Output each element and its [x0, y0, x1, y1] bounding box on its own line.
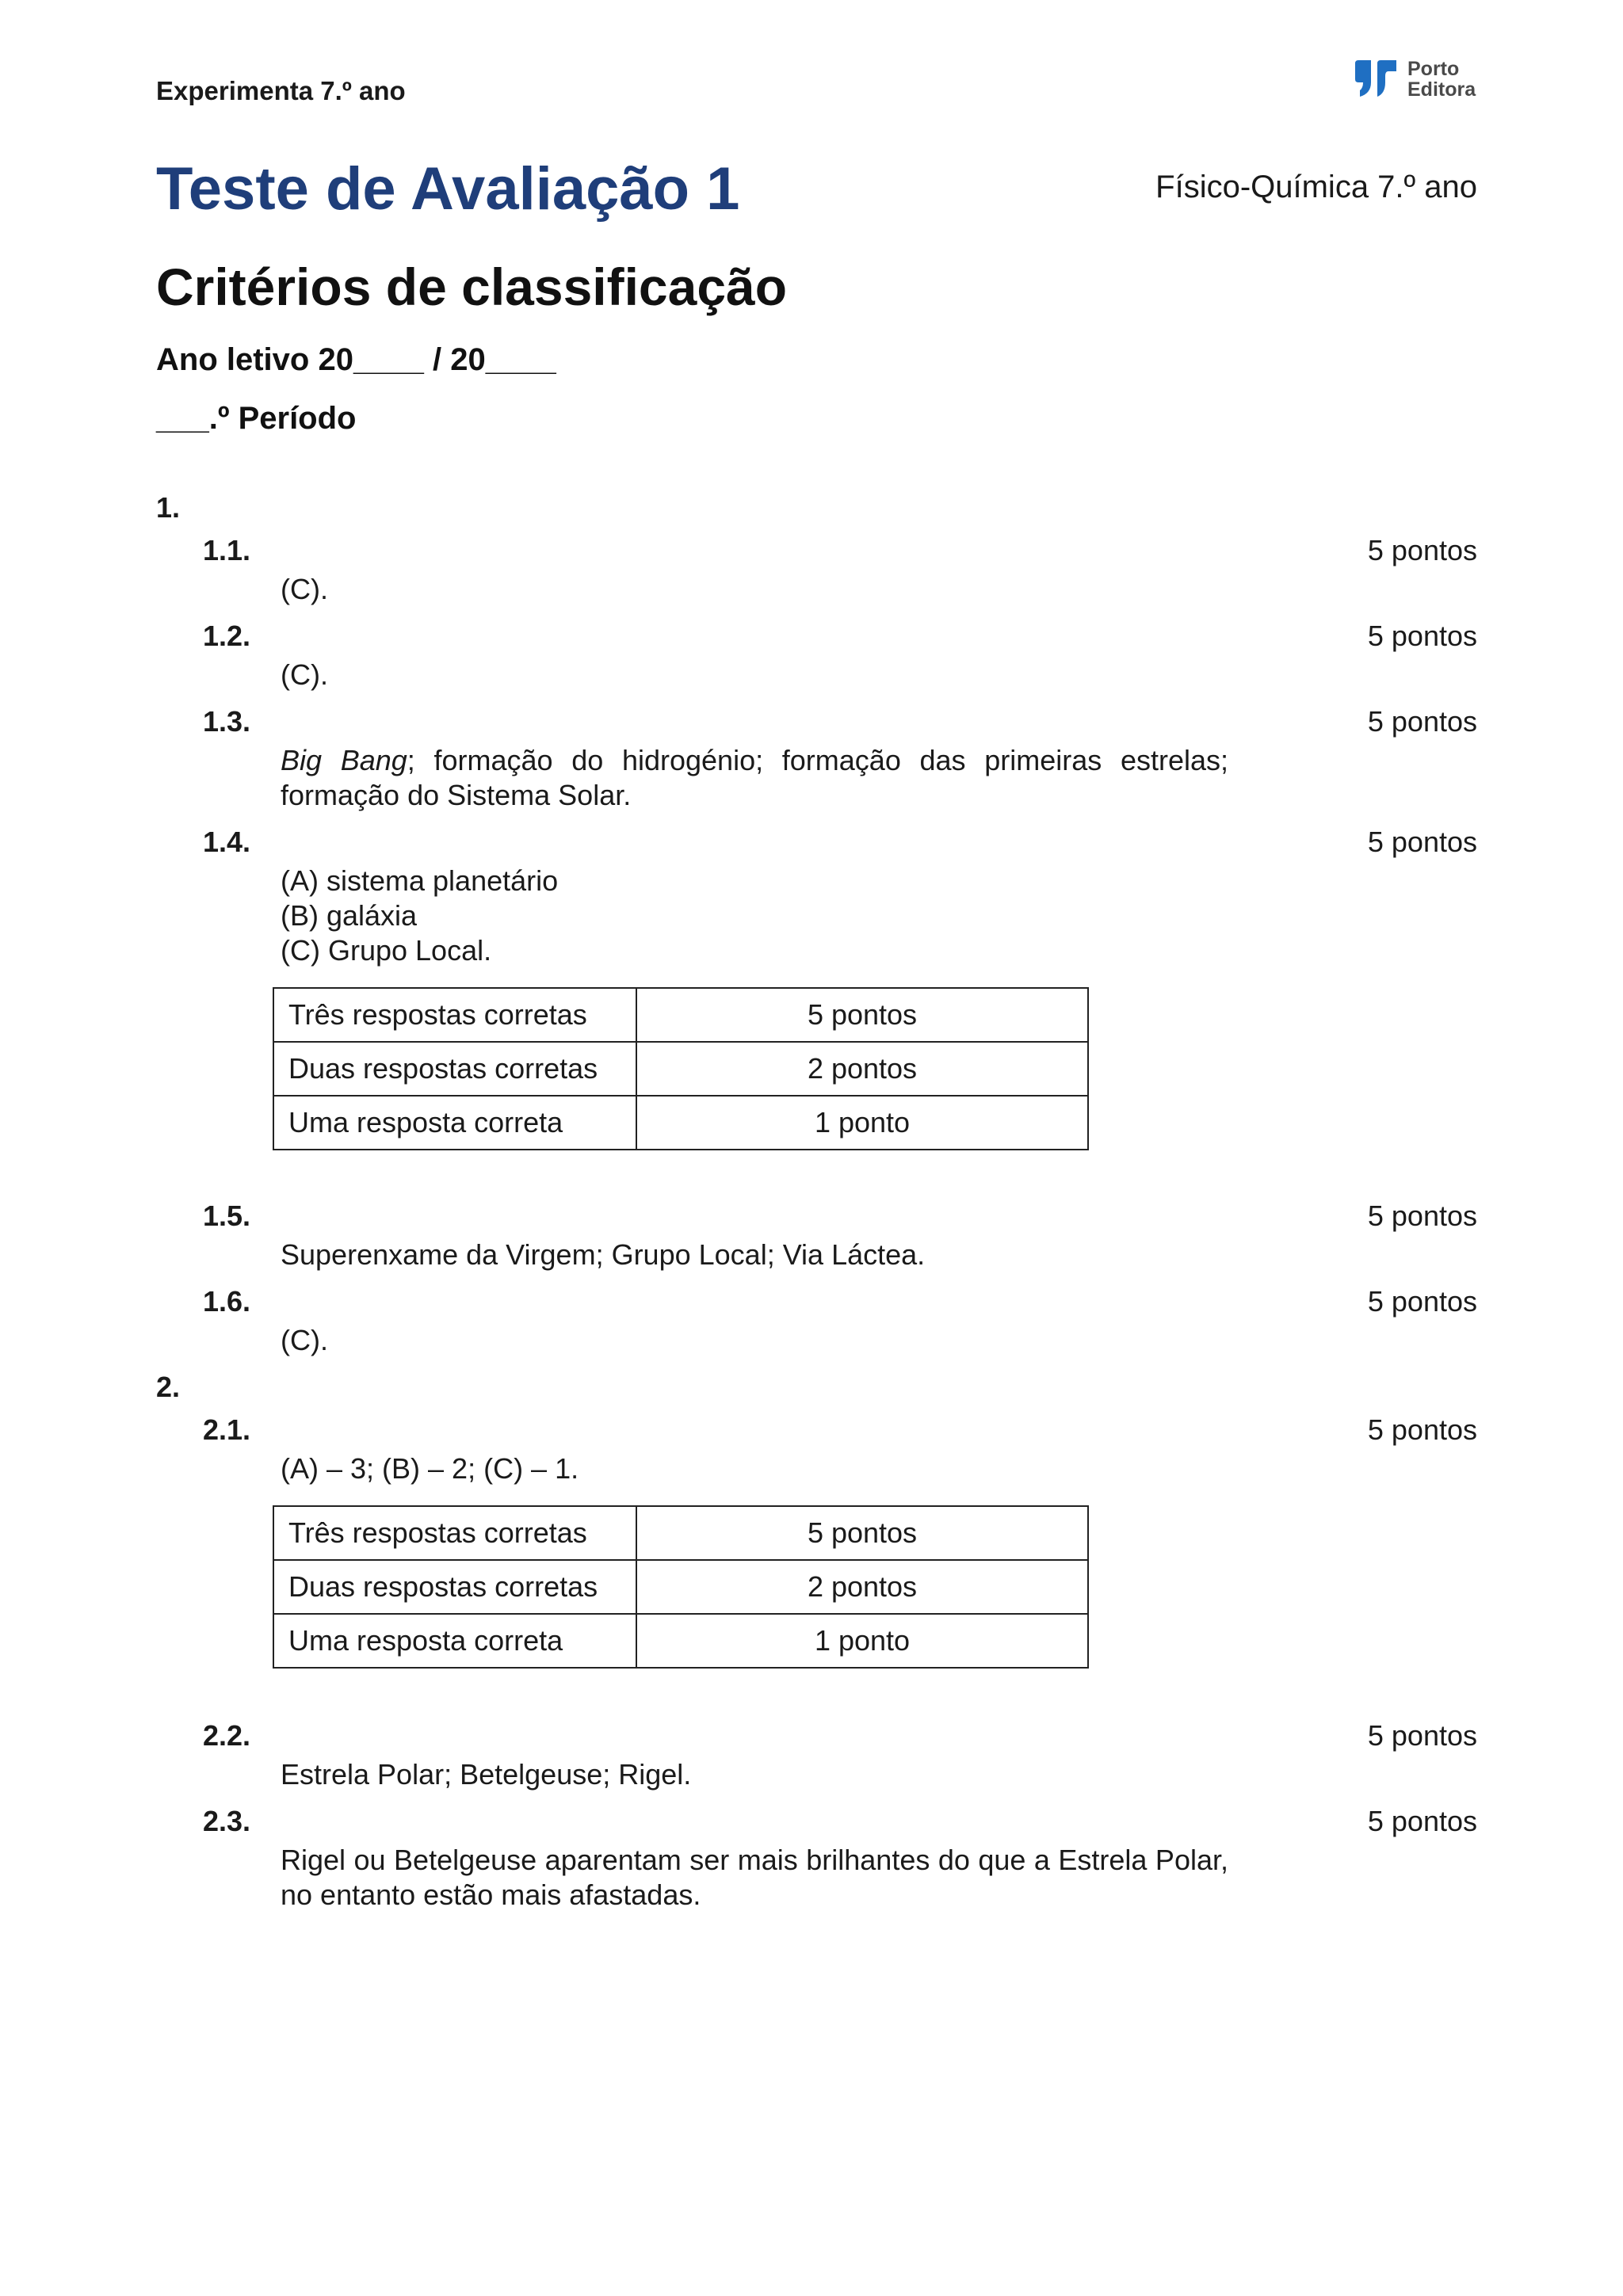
question-2-2-number: 2.2. — [203, 1719, 251, 1752]
table-row — [273, 1560, 1088, 1614]
question-2-3-number: 2.3. — [203, 1805, 251, 1837]
question-1-2-answer: (C). — [281, 658, 328, 691]
logo-line-2: Editora — [1407, 78, 1476, 101]
table-cell-criterion: Três respostas corretas — [273, 1506, 636, 1560]
table-cell-score: 1 ponto — [636, 1614, 1088, 1668]
test-title: Teste de Avaliação 1 — [156, 155, 740, 223]
question-2-1-answer: (A) – 3; (B) – 2; (C) – 1. — [281, 1452, 579, 1485]
question-1-5-answer: Superenxame da Virgem; Grupo Local; Via Láctea. — [281, 1238, 926, 1271]
question-1-5-points: 5 pontos — [1367, 1199, 1477, 1232]
table-cell-score: 2 pontos — [636, 1560, 1088, 1614]
criteria-heading: Critérios de classificação — [156, 257, 788, 316]
scoring-table-1 — [273, 987, 1089, 1150]
question-1-2-number: 1.2. — [203, 620, 251, 652]
question-2-1-points: 5 pontos — [1367, 1413, 1477, 1446]
table-cell-score: 2 pontos — [636, 1042, 1088, 1096]
scoring-table-2 — [273, 1505, 1089, 1669]
question-1-3-number: 1.3. — [203, 705, 251, 738]
question-1-1-answer: (C). — [281, 573, 328, 605]
question-2-3-points: 5 pontos — [1367, 1805, 1477, 1837]
question-1-3-answer-text: ; formação do hidrogénio; formação das primeiras estrelas; formação do Sistema Solar. — [281, 744, 1229, 811]
answer-line: (A) sistema planetário — [281, 864, 559, 897]
question-2-3-answer: Rigel ou Betelgeuse aparentam ser mais brilhantes do que a Estrela Polar, no entanto estão mais afastadas. — [281, 1844, 1228, 1911]
subject-label: Físico-Química 7.º ano — [1155, 170, 1477, 204]
question-1-3-answer — [281, 743, 1228, 813]
publisher-logo — [1352, 59, 1479, 103]
logo-wordmark — [1407, 59, 1476, 100]
question-2-2-answer: Estrela Polar; Betelgeuse; Rigel. — [281, 1758, 692, 1791]
answer-line: (B) galáxia — [281, 899, 418, 932]
porto-editora-logo-icon — [1352, 59, 1401, 100]
table-cell-score: 5 pontos — [636, 988, 1088, 1042]
answer-line: (C) Grupo Local. — [281, 934, 492, 967]
question-1-4-answer — [281, 864, 1228, 968]
table-row — [273, 1096, 1088, 1150]
period-label: ___.º Período — [156, 401, 357, 436]
question-1-3-points: 5 pontos — [1367, 705, 1477, 738]
section-1-number: 1. — [156, 491, 181, 524]
table-row — [273, 1506, 1088, 1560]
table-cell-criterion: Duas respostas corretas — [273, 1042, 636, 1096]
big-bang-term: Big Bang — [281, 744, 407, 776]
school-year: Ano letivo 20____ / 20____ — [156, 342, 556, 377]
table-row — [273, 988, 1088, 1042]
course-header: Experimenta 7.º ano — [156, 76, 406, 105]
table-cell-score: 5 pontos — [636, 1506, 1088, 1560]
table-row — [273, 1042, 1088, 1096]
question-1-2-points: 5 pontos — [1367, 620, 1477, 652]
question-2-2-points: 5 pontos — [1367, 1719, 1477, 1752]
question-1-1-points: 5 pontos — [1367, 534, 1477, 566]
question-1-5-number: 1.5. — [203, 1199, 251, 1232]
table-row — [273, 1614, 1088, 1668]
table-cell-criterion: Duas respostas corretas — [273, 1560, 636, 1614]
question-2-1-number: 2.1. — [203, 1413, 251, 1446]
logo-line-1: Porto — [1407, 58, 1460, 80]
table-cell-criterion: Três respostas corretas — [273, 988, 636, 1042]
table-cell-criterion: Uma resposta correta — [273, 1096, 636, 1150]
section-2-number: 2. — [156, 1371, 181, 1403]
question-1-6-answer: (C). — [281, 1324, 328, 1356]
question-1-6-number: 1.6. — [203, 1285, 251, 1318]
question-1-6-points: 5 pontos — [1367, 1285, 1477, 1318]
question-1-1-number: 1.1. — [203, 534, 251, 566]
table-cell-criterion: Uma resposta correta — [273, 1614, 636, 1668]
table-cell-score: 1 ponto — [636, 1096, 1088, 1150]
question-1-4-number: 1.4. — [203, 826, 251, 858]
question-1-4-points: 5 pontos — [1367, 826, 1477, 858]
